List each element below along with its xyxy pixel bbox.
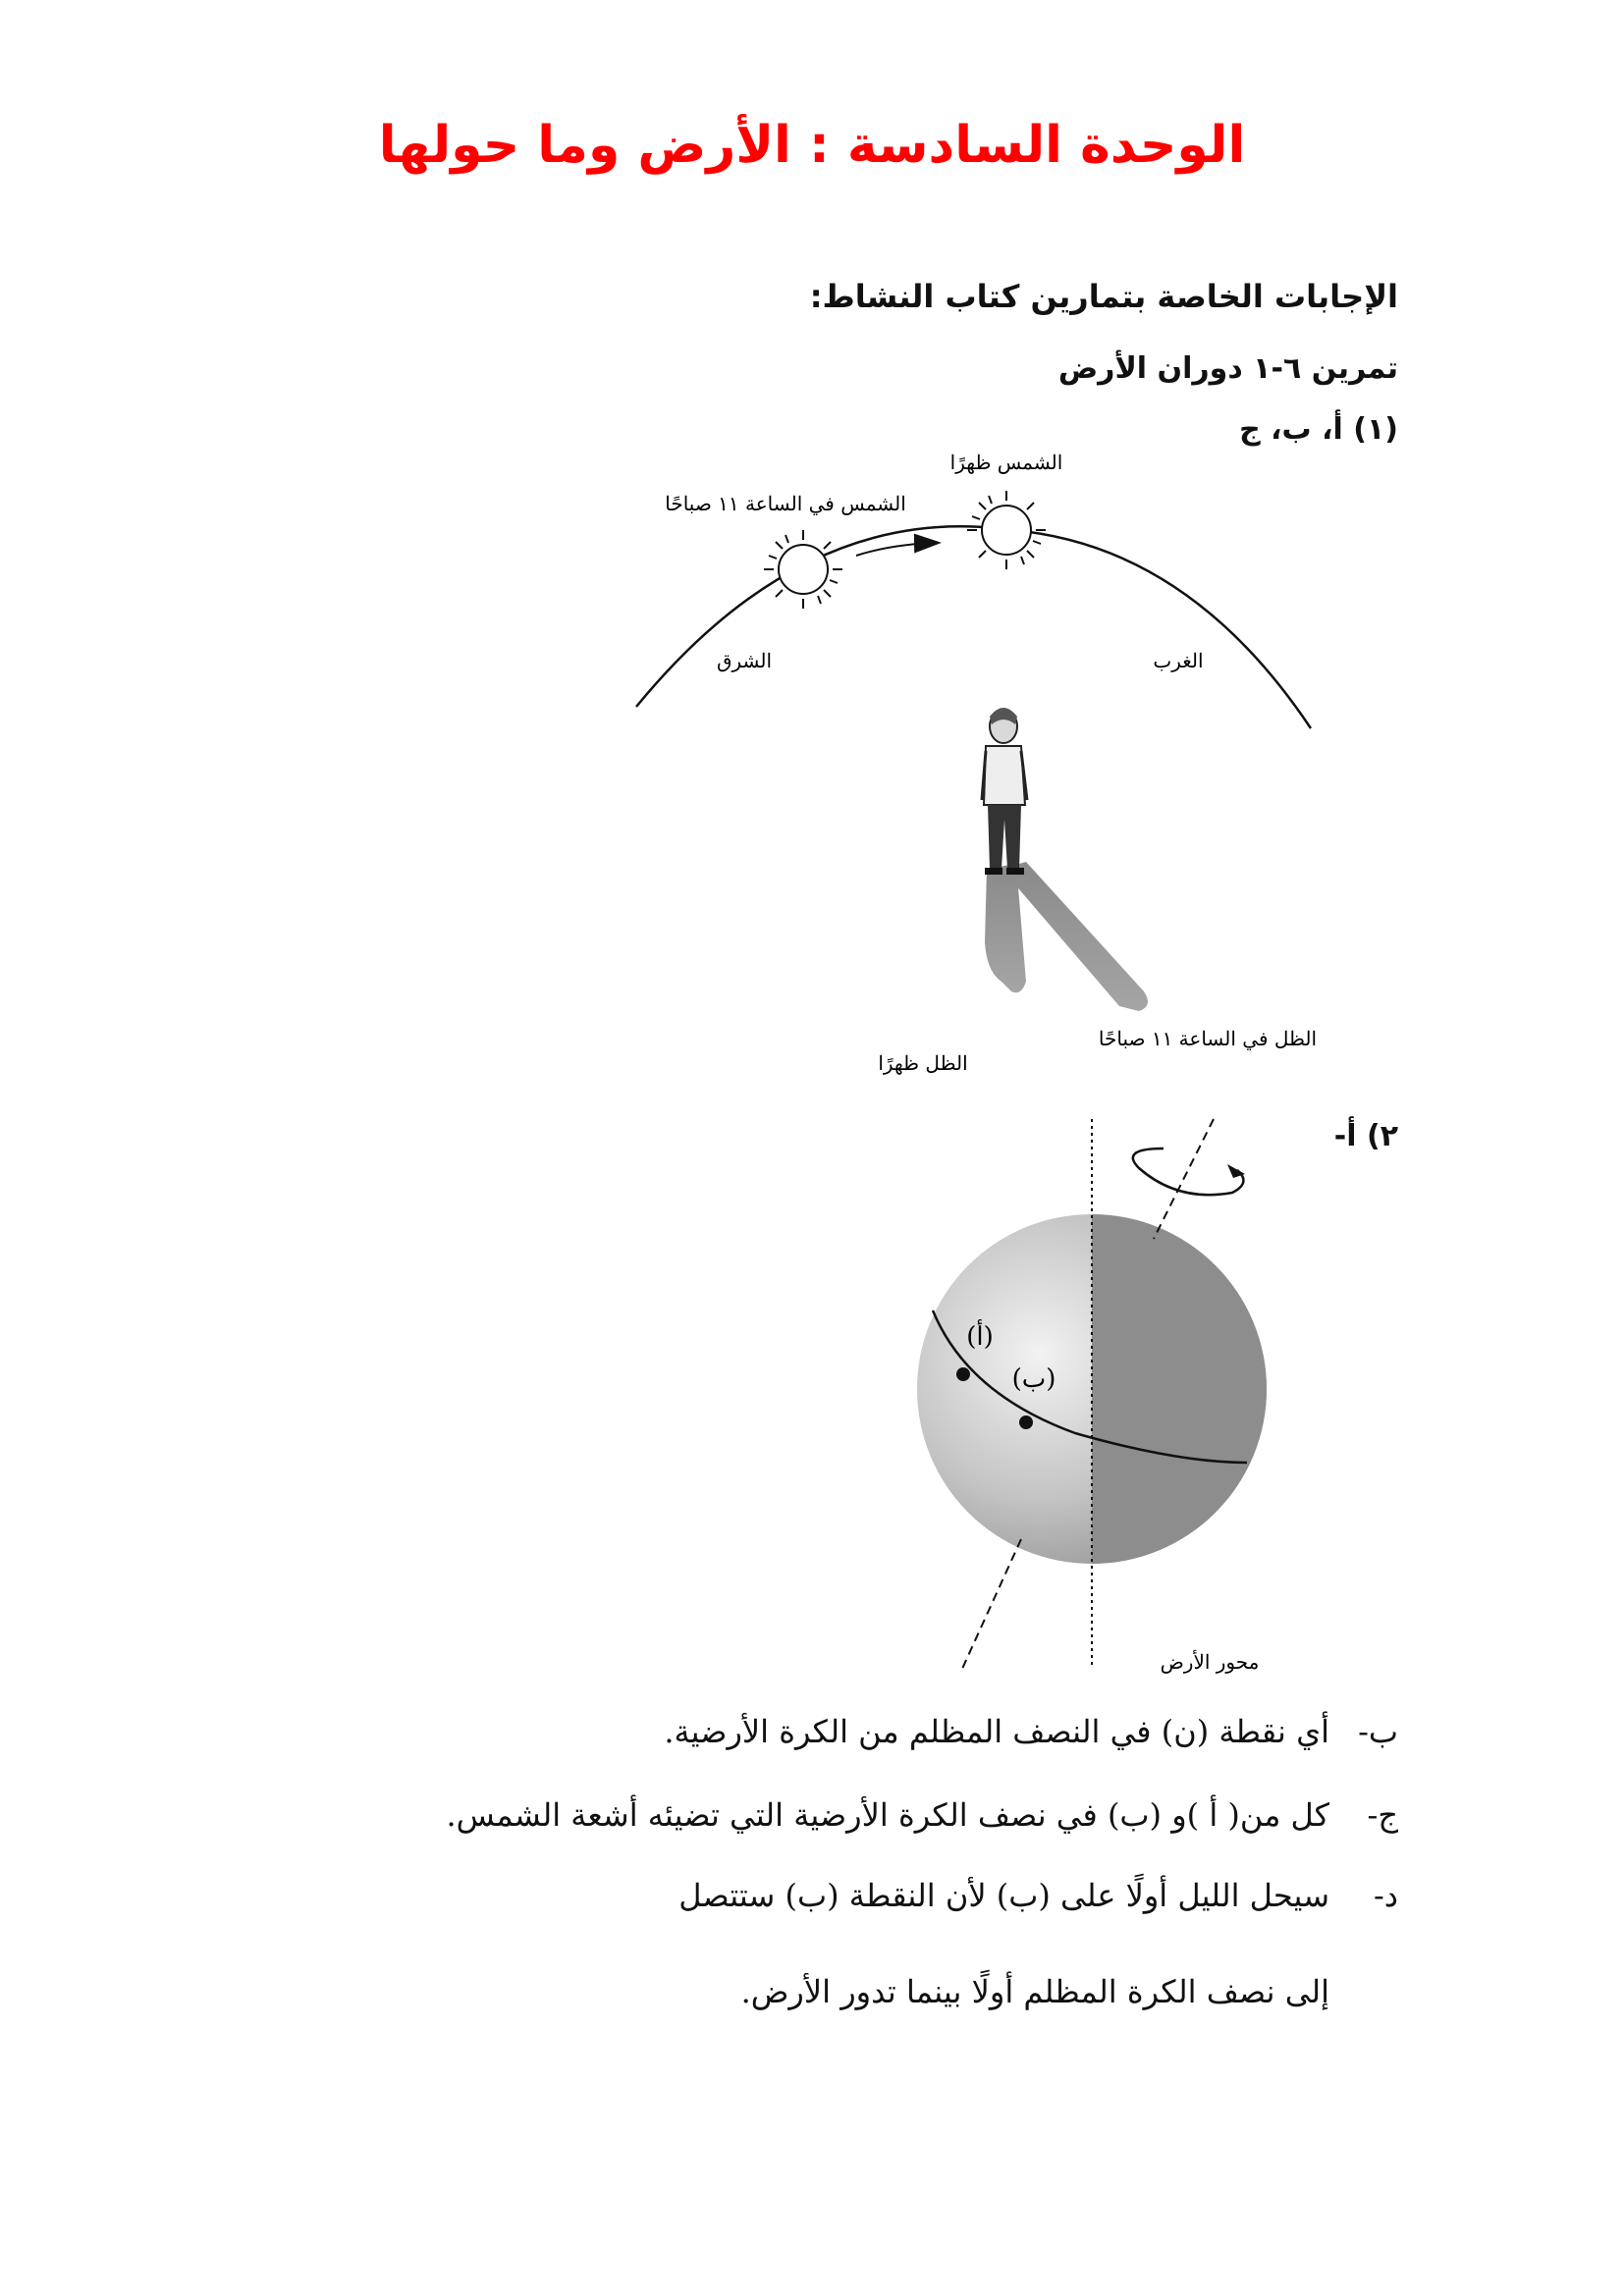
shadow-noon-label: الظل ظهرًا [878,1051,968,1075]
east-label: الشرق [716,649,773,672]
point-a-label: (أ) [966,1322,994,1352]
person-figure [982,708,1027,875]
page-title: الوحدة السادسة : الأرض وما حولها [378,116,1246,175]
point-b-label: (ب) [1011,1364,1056,1394]
earth-globe-figure [884,1099,1296,1698]
answer-d-continuation-text: إلى نصف الكرة المظلم أولًا بينما تدور الأرض. [740,1973,1329,2010]
shadow-11am [1001,862,1148,1011]
answer-d [678,1877,1398,1914]
answer-b [664,1713,1398,1750]
section-heading: الإجابات الخاصة بتمارين كتاب النشاط: [809,278,1398,315]
sun-11am-icon [764,530,842,609]
axis-label: محور الأرض [1160,1650,1260,1674]
sun-path-figure [589,432,1335,1099]
answer-c-text: كل من( أ )و (ب) في نصف الكرة الأرضية التي تضيئه أشعة الشمس. [446,1796,1329,1834]
shadow-11am-label: الظل في الساعة ١١ صباحًا [1098,1027,1318,1050]
sun-movement-arrow [856,543,938,556]
point-a-marker [956,1367,970,1381]
answer-d-text: سيحل الليل أولًا على (ب) لأن النقطة (ب) ستتصل [678,1877,1329,1914]
exercise-heading: تمرين ٦-١ دوران الأرض [1057,351,1398,386]
answer-b-letter: ب- [1358,1713,1398,1750]
question-2-label: ٢) أ- [1333,1119,1398,1153]
rotation-arrow-icon [1133,1148,1244,1195]
sun-noon-icon [967,491,1046,569]
west-label: الغرب [1153,649,1204,672]
sun-noon-label: الشمس ظهرًا [949,451,1063,474]
answer-c [446,1796,1398,1834]
answer-b-text: أي نقطة (ن) في النصف المظلم من الكرة الأرضية. [664,1713,1329,1750]
sun-11am-label: الشمس في الساعة ١١ صباحًا [665,492,906,515]
answer-c-letter: ج- [1367,1796,1398,1834]
earth-axis [1154,1119,1214,1239]
question-1-answer: (١) أ، ب، ج [1239,412,1398,447]
answer-d-letter: د- [1373,1877,1398,1914]
sky-arc [636,526,1311,728]
point-b-marker [1019,1415,1033,1429]
answer-d-continuation [741,1973,1329,2010]
